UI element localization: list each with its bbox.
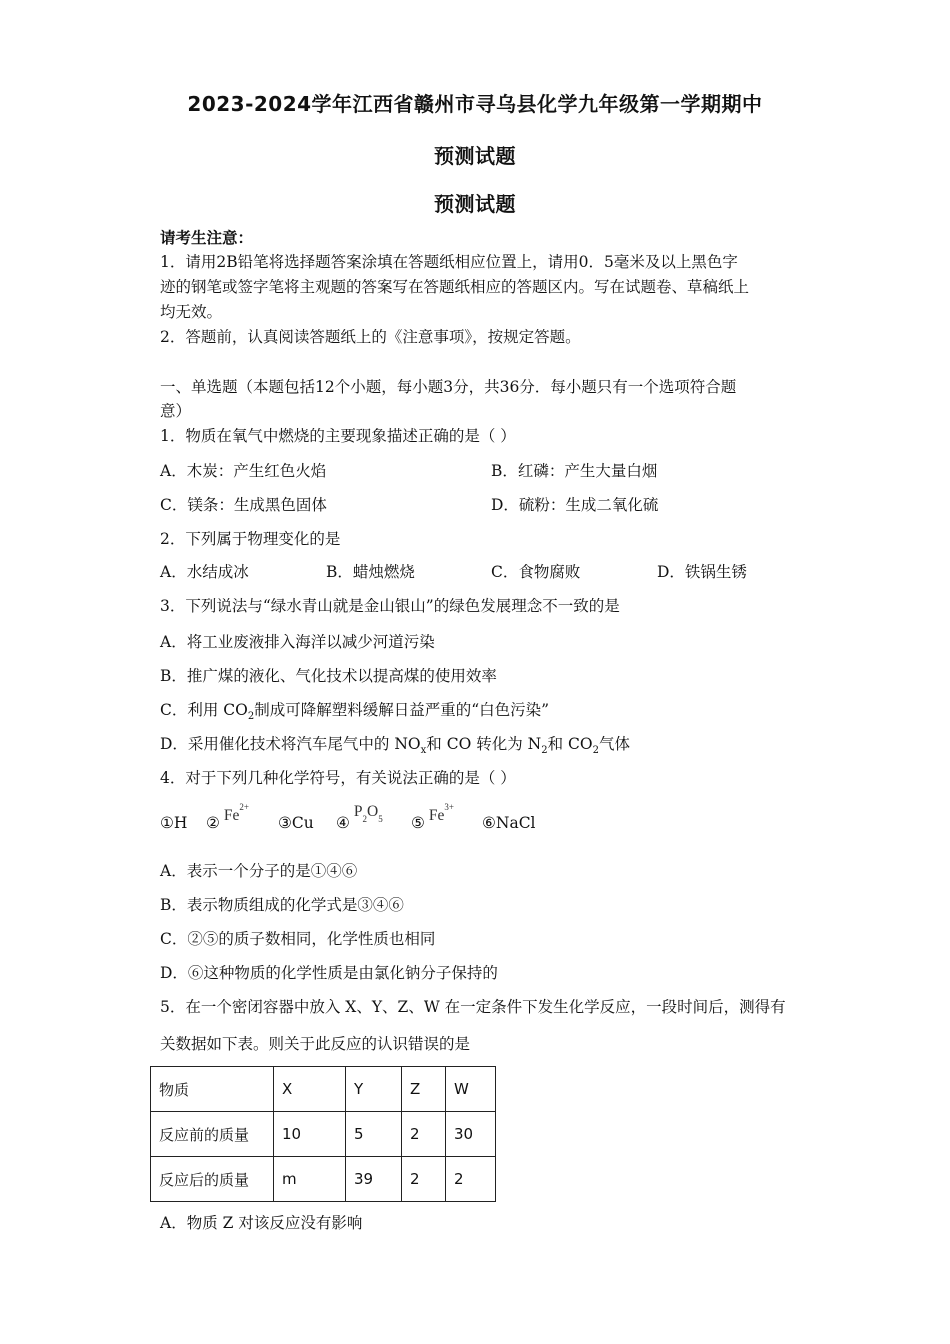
q3-option-a: A．将工业废液排入海洋以减少河道污染 xyxy=(160,633,435,651)
q4-stem: 4．对于下列几种化学符号，有关说法正确的是（ ） xyxy=(160,769,516,787)
table-cell: W xyxy=(446,1067,496,1112)
symbol-4: $④P_2O_5$ xyxy=(336,803,383,832)
q2-option-b: B．蜡烛燃烧 xyxy=(326,563,415,581)
q4-option-b: B．表示物质组成的化学式是③④⑥ xyxy=(160,896,404,914)
symbol-6: ⑥NaCl xyxy=(482,814,536,832)
notice-line-1: 1．请用2B铅笔将选择题答案涂填在答题纸相应位置上，请用0．5毫米及以上黑色字 xyxy=(160,253,738,271)
notice-heading: 请考生注意： xyxy=(160,228,254,247)
table-cell: 2 xyxy=(446,1157,496,1202)
q5-stem-line2: 关数据如下表。则关于此反应的认识错误的是 xyxy=(160,1035,471,1053)
q4-option-c: C．②⑤的质子数相同，化学性质也相同 xyxy=(160,930,436,948)
table-cell: 5 xyxy=(346,1112,402,1157)
q1-option-c: C．镁条：生成黑色固体 xyxy=(160,496,327,514)
section-heading-line2: 意） xyxy=(160,402,192,420)
exam-subtitle: 预测试题 xyxy=(434,192,516,216)
q5-option-a: A．物质 Z 对该反应没有影响 xyxy=(160,1214,363,1232)
q1-option-a: A．木炭：产生红色火焰 xyxy=(160,462,327,480)
table-cell: Z xyxy=(402,1067,446,1112)
q3-stem: 3．下列说法与“绿水青山就是金山银山”的绿色发展理念不一致的是 xyxy=(160,597,620,615)
table-cell: 物质 xyxy=(151,1067,274,1112)
table-cell: 39 xyxy=(346,1157,402,1202)
exam-title-line1: 2023-2024学年江西省赣州市寻乌县化学九年级第一学期期中 xyxy=(187,92,763,116)
q3-option-c: C．利用 $CO_2$制成可降解塑料缓解日益严重的“白色污染” xyxy=(160,701,550,723)
q2-stem: 2．下列属于物理变化的是 xyxy=(160,530,341,548)
q1-option-d: D．硫粉：生成二氧化硫 xyxy=(491,496,659,514)
exam-title-line2: 预测试题 xyxy=(434,144,516,168)
symbol-1: ①H xyxy=(160,814,188,832)
table-cell: m xyxy=(274,1157,346,1202)
table-cell: 30 xyxy=(446,1112,496,1157)
table-cell: 反应后的质量 xyxy=(151,1157,274,1202)
notice-line-2: 迹的钢笔或签字笔将主观题的答案写在答题纸相应的答题区内。写在试题卷、草稿纸上 xyxy=(160,278,750,296)
section-heading-line1: 一、单选题（本题包括12个小题，每小题3分，共36分．每小题只有一个选项符合题 xyxy=(160,378,737,396)
table-row xyxy=(151,1112,496,1157)
q5-mass-table xyxy=(150,1066,496,1202)
q4-option-d: D．⑥这种物质的化学性质是由氯化钠分子保持的 xyxy=(160,964,498,982)
table-cell: X xyxy=(274,1067,346,1112)
q2-option-a: A．水结成冰 xyxy=(160,563,249,581)
table-cell: 10 xyxy=(274,1112,346,1157)
table-cell: 2 xyxy=(402,1157,446,1202)
q4-symbol-list xyxy=(160,802,800,840)
table-cell: 2 xyxy=(402,1112,446,1157)
q3-option-b: B．推广煤的液化、气化技术以提高煤的使用效率 xyxy=(160,667,497,685)
q4-option-a: A．表示一个分子的是①④⑥ xyxy=(160,862,358,880)
symbol-2: ② $Fe^{2+}$ xyxy=(206,802,249,833)
table-cell: Y xyxy=(346,1067,402,1112)
q2-option-d: D．铁锅生锈 xyxy=(657,563,747,581)
q3-option-d: D．采用催化技术将汽车尾气中的 $NO_x$和 CO 转化为 $N_2$和 $CO_2$气体 xyxy=(160,735,630,757)
q2-option-c: C．食物腐败 xyxy=(491,563,581,581)
notice-line-3: 均无效。 xyxy=(160,303,223,321)
notice-line-4: 2．答题前，认真阅读答题纸上的《注意事项》，按规定答题。 xyxy=(160,328,581,346)
q1-stem: 1．物质在氧气中燃烧的主要现象描述正确的是（ ） xyxy=(160,427,516,445)
q1-option-b: B．红磷：产生大量白烟 xyxy=(491,462,658,480)
q5-stem-line1: 5．在一个密闭容器中放入 X、Y、Z、W 在一定条件下发生化学反应，一段时间后，测得有 xyxy=(160,998,786,1016)
symbol-5: ⑤ $Fe^{3+}$ xyxy=(411,802,454,833)
symbol-3: ③Cu xyxy=(278,814,314,832)
table-cell: 反应前的质量 xyxy=(151,1112,274,1157)
table-header-row xyxy=(151,1067,496,1112)
table-row xyxy=(151,1157,496,1202)
